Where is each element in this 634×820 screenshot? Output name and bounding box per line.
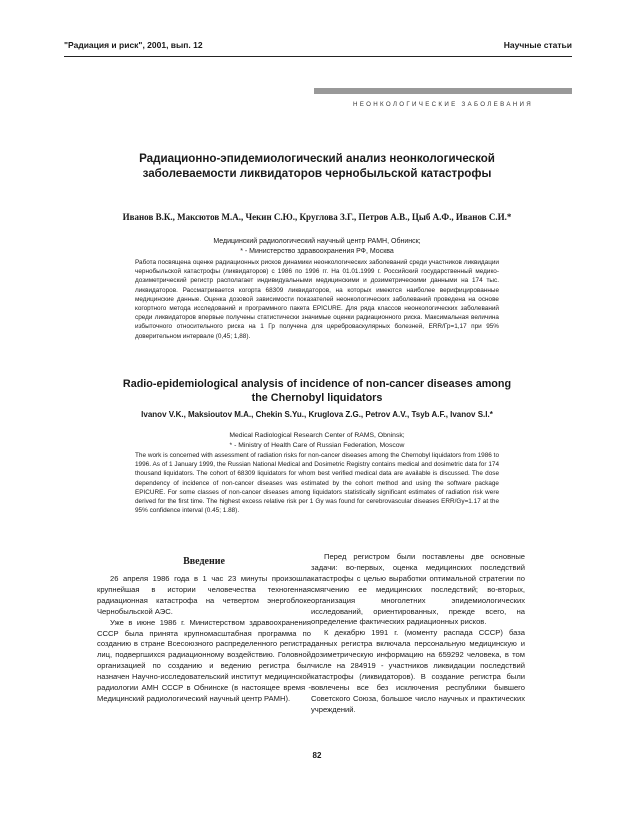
article-title-russian: Радиационно-эпидемиологический анализ неонкологической заболеваемости ликвидаторов чернобыльской катастрофы (139, 152, 495, 180)
running-header (64, 40, 572, 54)
section-banner-bar (314, 88, 572, 94)
page-number: 82 (312, 751, 322, 760)
journal-citation: "Радиация и риск", 2001, вып. 12 (64, 40, 203, 50)
abstract-russian: Работа посвящена оценке радиационных рисков динамики неонкологических заболеваний среди участников ликвидации чернобыльской катастрофы (ликвидаторов) с 1986 по 1996 гг. На 01.01.1999 г. Российский государственный медико-дозиметрический регистр располагает индивидуальными медицинскими и дозиметрическими данными на 174 тыс. ликвидаторов. Рассматривается когорта 68309 ликвидаторов, на которых имеются наиболее верифицированные медицинские данные. Оценка дозовой зависимости показателей неонкологических заболеваний проведена на основе когортного метода исследований и программного пакета EPICURE. Для ряда классов неонкологических заболеваний среди ликвидаторов впервые получены статистически значимые оценки радиационного риска. Максимальная величина избыточного относительного риска на 1 Гр получена для цереброваскулярных болезней, ERR/Гр=1,17 при 95% доверительном интервале (0,45; 1,88). (135, 259, 499, 340)
rubric-label: Научные статьи (503, 40, 572, 50)
section-label: НЕОНКОЛОГИЧЕСКИЕ ЗАБОЛЕВАНИЯ (352, 101, 534, 108)
affiliation-russian-line-1: Медицинский радиологический научный центр РАМН, Обнинск; (213, 238, 421, 245)
affiliation-english-line-2: * - Ministry of Health Care of Russian Federation, Moscow (229, 441, 405, 449)
intro-heading: Введение (183, 556, 225, 567)
affiliation-russian (120, 237, 514, 257)
affiliation-english (120, 431, 514, 450)
authors-english: Ivanov V.K., Maksioutov M.A., Chekin S.Yu., Kruglova Z.G., Petrov A.V., Tsyb A.F., Ivanov S.I.* (141, 410, 493, 419)
article-title-english: Radio-epidemiological analysis of incidence of non-cancer diseases among the Chernobyl liquidators (122, 378, 512, 404)
intro-paragraph: Перед регистром были поставлены две основные задачи: во-первых, оценка медицинских последствий катастрофы с целью выработки оптимальной стратегии по смягчению ее медицинских последствий; во-вторых, организация многолетних эпидемиологических исследований, ориентированных, прежде всего, на определение фактических радиационных рисков. (311, 552, 525, 627)
affiliation-russian-line-2: * - Министерство здравоохранения РФ, Москва (240, 248, 394, 255)
affiliation-english-line-1: Medical Radiological Research Center of RAMS, Obninsk; (229, 432, 405, 439)
abstract-english: The work is concerned with assessment of radiation risks for non-cancer diseases among the Chernobyl liquidators from 1986 to 1996. As of 1 January 1999, the Russian National Medical and Dosimetric Registry contains medical and dosimetric data for 174 thousand liquidators. The cohort of 68309 liquidators for whom best verified medical data are available is discussed. The dose dependency of incidence of non-cancer diseases was estimated by the cohort method and using the software package EPICURE. For some classes of non-cancer diseases among liquidators statistically significant estimates of radiation risk were derived for the first time. The highest excess relative risk per 1 Gy was found for cerebrovascular diseases ERR/Gy=1.17 at the 95% confidence interval (0.45; 1.88). (135, 452, 499, 515)
intro-paragraph: Уже в июне 1986 г. Министерством здравоохранения СССР была принята крупномасштабная программа по созданию в стране Всесоюзного распределенного регистра лиц, подвергшихся радиационному воздействию. Головной организацией по созданию и ведению регистра был назначен Научно-исследовательский институт медицинской радиологии АМН СССР в Обнинске (в настоящее время - Медицинский радиологический научный центр РАМН). (97, 617, 311, 703)
section-banner (314, 88, 572, 116)
authors-russian: Иванов В.К., Максютов М.А., Чекин С.Ю., Кругловa З.Г., Петров А.В., Цыб А.Ф., Иванов С.И.* (122, 212, 512, 222)
intro-left-column (97, 574, 311, 705)
intro-right-column (311, 552, 525, 716)
intro-paragraph: К декабрю 1991 г. (моменту распада СССР) база данных регистра включала персональную медицинскую и дозиметрическую информацию на 659292 человека, в том числе на 284919 - участников ликвидации последствий катастрофы (ликвидаторов). В создание регистра были вовлечены все без исключения республики бывшего Советского Союза, большое число научных и практических учреждений. (311, 628, 525, 714)
header-divider (64, 56, 572, 57)
intro-paragraph: 26 апреля 1986 года в 1 час 23 минуты произошла крупнейшая в истории человечества техногенная радиационная катастрофа на четвертом энергоблоке Чернобыльской АЭС. (97, 574, 311, 616)
